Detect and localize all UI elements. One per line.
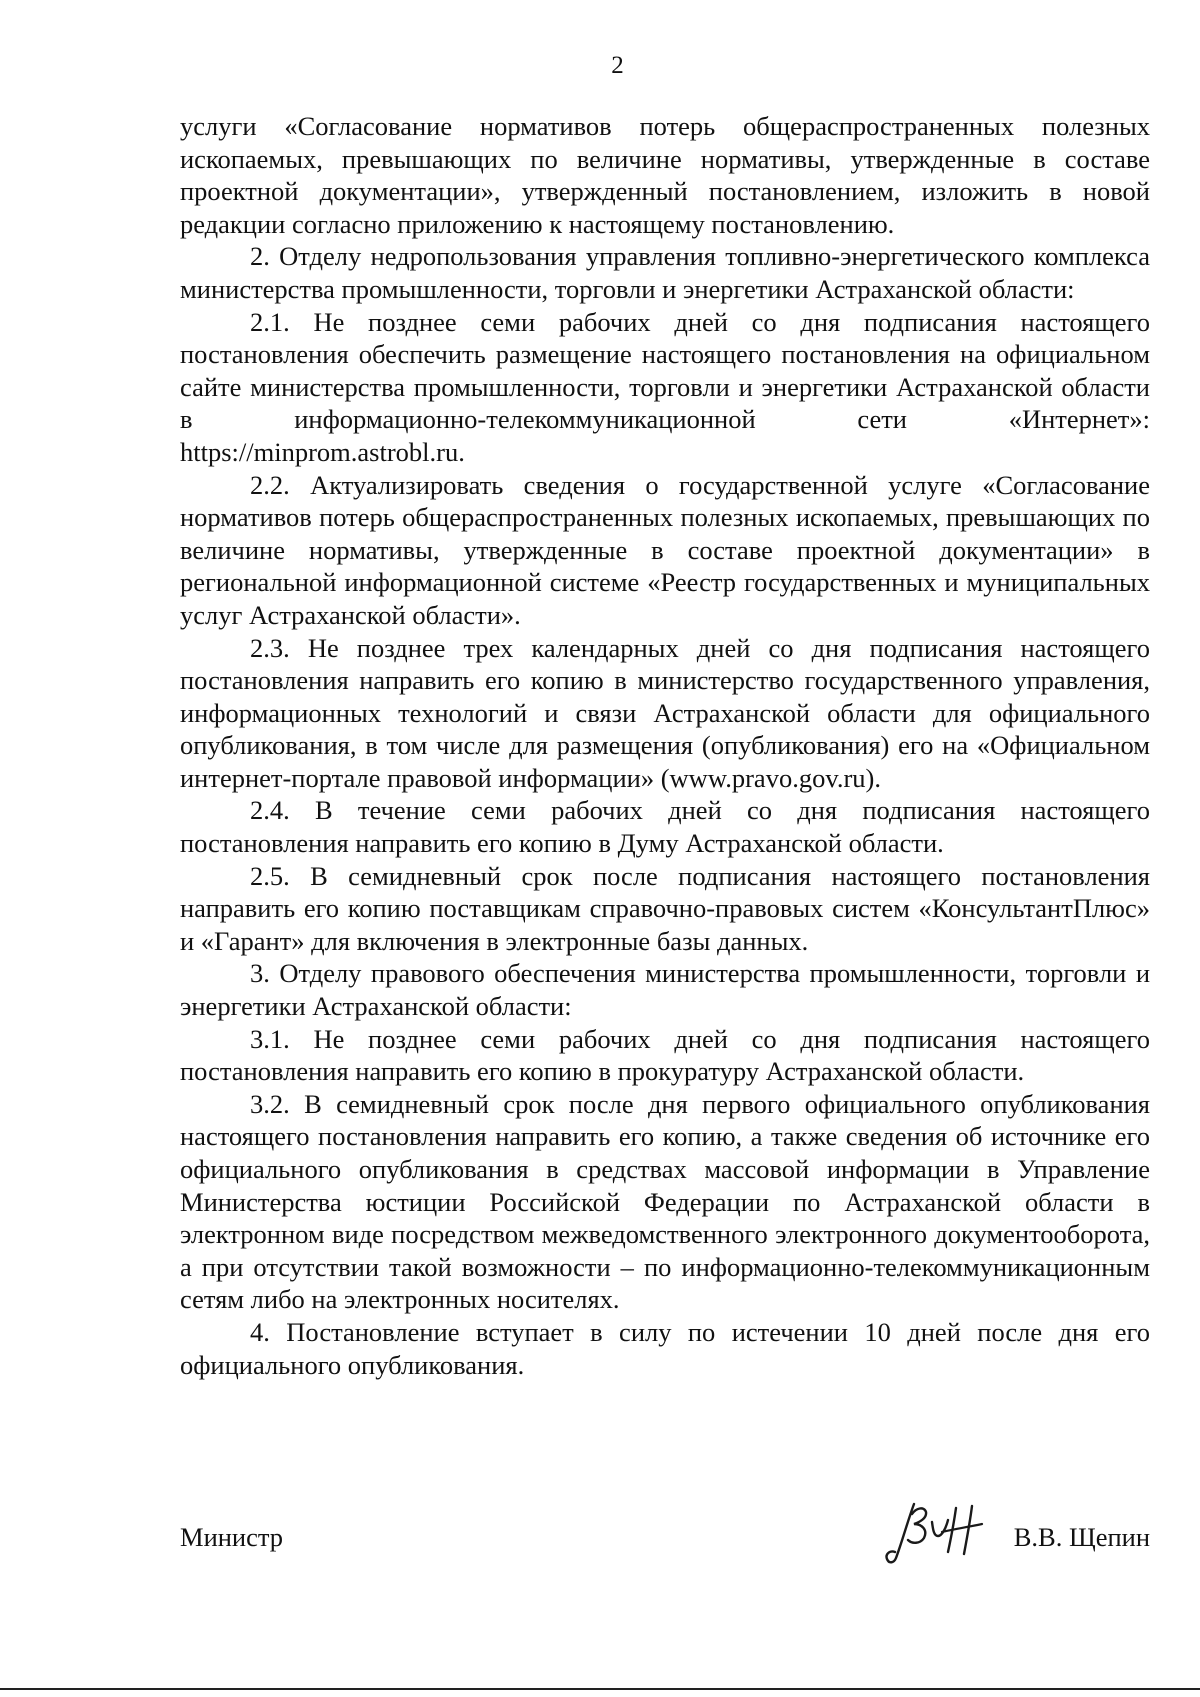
paragraph-item-3-2: 3.2. В семидневный срок после дня первого официального опубликования настоящего постановления направить его копию, а также сведения об источнике его официального опубликования в средствах массовой информации в Управление Министерства юстиции Российской Федерации по Астраханской области в электронном виде посредством межведомственного электронного документооборота, а при отсутствии такой возможности – по информационно-телекоммуникационным сетям либо на электронных носителях. bbox=[180, 1088, 1150, 1315]
signatory-title: Министр bbox=[180, 1522, 284, 1552]
paragraph-item-2: 2. Отделу недропользования управления топливно-энергетического комплекса министерства промышленности, торговли и энергетики Астраханской области: bbox=[180, 241, 1150, 304]
handwritten-signature bbox=[878, 1500, 988, 1566]
paragraph-item-2-2: 2.2. Актуализировать сведения о государственной услуге «Согласование нормативов потерь общераспространенных полезных ископаемых, превышающих по величине нормативы, утвержденные в составе проектной документации» в региональной информационной системе «Реестр государственных и муниципальных услуг Астраханской области». bbox=[180, 469, 1150, 630]
signatory-name: В.В. Щепин bbox=[1013, 1522, 1150, 1552]
paragraph-item-3: 3. Отделу правового обеспечения министерства промышленности, торговли и энергетики Астраханской области: bbox=[180, 958, 1150, 1022]
paragraph-item-3-1: 3.1. Не позднее семи рабочих дней со дня подписания настоящего постановления направить его копию в прокуратуру Астраханской области. bbox=[180, 1023, 1150, 1087]
paragraph-item-2-5: 2.5. В семидневный срок после подписания настоящего постановления направить его копию поставщикам справочно-правовых систем «КонсультантПлюс» и «Гарант» для включения в электронные базы данных. bbox=[180, 860, 1150, 956]
paragraph-item-2-3: 2.3. Не позднее трех календарных дней со дня подписания настоящего постановления направить его копию в министерство государственного управления, информационных технологий и связи Астраханской области для официального опубликования, в том числе для размещения (опубликования) его на «Официальном интернет-портале правовой информации» (www.pravo.gov.ru). bbox=[180, 632, 1150, 793]
bottom-divider bbox=[0, 1688, 1200, 1690]
page-number: 2 bbox=[611, 52, 624, 79]
paragraph-item-4: 4. Постановление вступает в силу по истечении 10 дней после дня его официального опубликования. bbox=[180, 1316, 1150, 1380]
paragraph-continuation: услуги «Согласование нормативов потерь общераспространенных полезных ископаемых, превышающих по величине нормативы, утвержденные в составе проектной документации», утвержденный постановлением, изложить в новой редакции согласно приложению к настоящему постановлению. bbox=[180, 111, 1150, 239]
document-body bbox=[180, 110, 1150, 1381]
signature-block bbox=[180, 1500, 1150, 1570]
paragraph-item-2-4: 2.4. В течение семи рабочих дней со дня подписания настоящего постановления направить его копию в Думу Астраханской области. bbox=[180, 795, 1150, 859]
paragraph-item-2-1: 2.1. Не позднее семи рабочих дней со дня подписания настоящего постановления обеспечить размещение настоящего постановления на официальном сайте министерства промышленности, торговли и энергетики Астраханской области в информационно-телекоммуникационной сети «Интернет»: https://minprom.astrobl.ru. bbox=[180, 306, 1150, 467]
